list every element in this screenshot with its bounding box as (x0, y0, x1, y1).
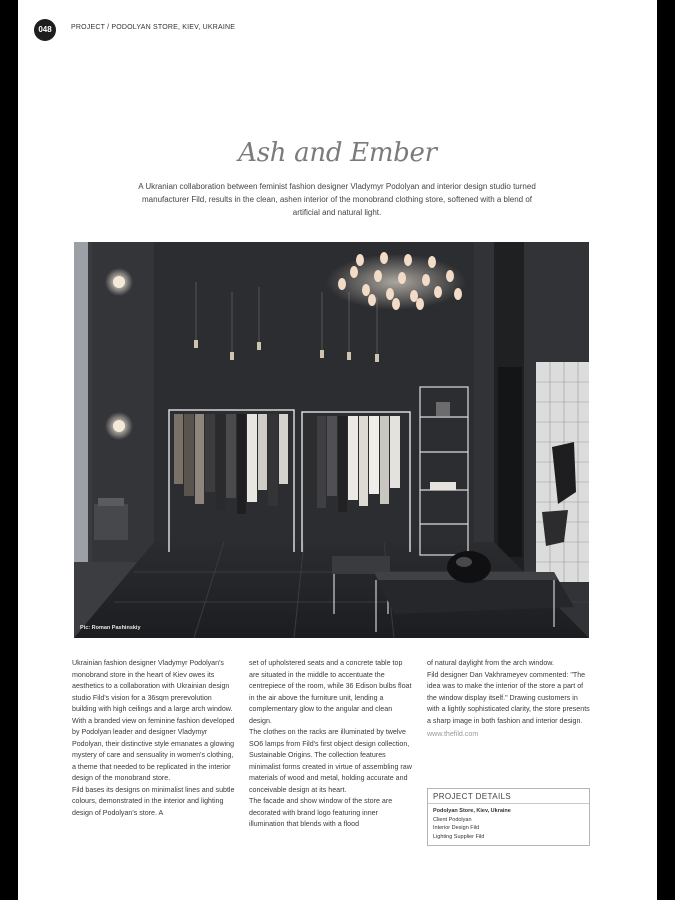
body-column-2 (249, 658, 412, 831)
body-paragraph: Ukrainian fashion designer Vladymyr Podolyan's monobrand store in the heart of Kiev owes its aesthetics to a collaboration with Ukrainian design studio Fild's vision for a 36sqm prerevolution building with high ceilings and a large arch window. (72, 659, 233, 713)
body-paragraph: Fild bases its designs on minimalist lines and subtle colours, demonstrated in the interior and lighting design of Podolyan's store. A (72, 785, 235, 817)
project-details-item: Podolyan Store, Kiev, Ukraine (433, 808, 511, 814)
body-paragraph: of natural daylight from the arch window. (427, 659, 554, 667)
body-paragraph: Fild designer Dan Vakhrameyev commented: "The idea was to make the interior of the store a part of the window display itself." Drawing customers in with a lightly sophisticated clarity, the store presents a sharp image in both fashion and interior design. (427, 670, 590, 725)
article-standfirst: A Ukranian collaboration between feminist fashion designer Vladymyr Podolyan and interior design studio turned manufacturer Fild, results in the clean, ashen interior of the monobrand clothing store, softened with a blend of artificial and natural light. (138, 182, 536, 217)
body-paragraph: The clothes on the racks are illuminated by twelve SO6 lamps from Fild's first object design collection, Sustainable Origins. The collection features minimalist forms created in virtue of assembling raw materials of wood and metal, holding accurate and conceivable design at its heart. (249, 728, 412, 794)
project-details-item: Lighting Supplier Fild (433, 833, 485, 840)
body-column-3 (427, 658, 590, 741)
body-paragraph: set of upholstered seats and a concrete table top are situated in the middle to accentuate the centrepiece of the room, while 36 Edison bulbs float in the air above the furniture unit, lending a complementary glow to the angular and clean design. (249, 659, 412, 725)
store-interior-illustration (74, 242, 589, 638)
article-title: Ash and Ember (238, 138, 437, 168)
page-number-badge: 048 (34, 19, 56, 41)
body-column-1 (72, 658, 235, 819)
section-header: PROJECT / PODOLYAN STORE, KIEV, UKRAINE (71, 24, 236, 31)
project-details-item: Client Podolyan (433, 816, 472, 823)
project-details-list (428, 804, 589, 844)
store-interior-photo (74, 242, 589, 638)
magazine-page (18, 0, 657, 900)
project-details-box (427, 788, 590, 846)
body-paragraph: With a branded view on feminine fashion developed by Podolyan leader and designer Vladymyr Podolyan, their distinctive style emanates a glowing mystery of care and sensuality in women's clothing, a theme that needed to be replicated in the interior design of the monobrand store. (72, 716, 235, 782)
project-details-heading: PROJECT DETAILS (428, 789, 589, 804)
photo-credit: Pic: Roman Pashinskiy (80, 625, 141, 631)
body-paragraph: The facade and show window of the store are decorated with brand logo featuring inner illumination that blends with a flood (249, 797, 393, 828)
website-link[interactable]: www.thefild.com (427, 730, 479, 738)
project-details-item: Interior Design Fild (433, 825, 480, 832)
